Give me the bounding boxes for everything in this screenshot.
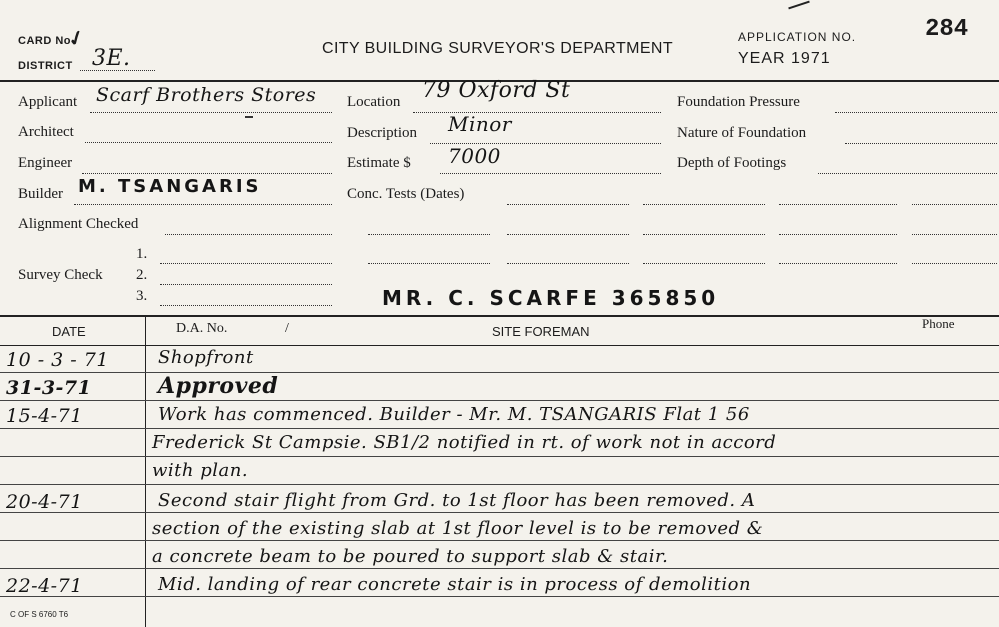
entry-text: with plan. [152,460,249,481]
row-line [0,568,999,569]
estimate-label: Estimate $ [347,155,411,171]
location-value: 79 Oxford St [422,78,571,103]
entry-date: 22-4-71 [6,575,83,597]
applicant-value: Scarf Brothers Stores [96,84,317,106]
application-number: 284 [925,16,969,43]
row-line [0,428,999,429]
application-label: APPLICATION NO. [738,30,857,44]
applicant-label: Applicant [18,94,78,110]
alignment-label: Alignment Checked [18,216,139,232]
engineer-label: Engineer [18,155,73,171]
table-top-rule [0,315,999,317]
builder-label: Builder [18,186,63,202]
phone-header: Phone [922,316,955,331]
pen-tick [788,1,810,10]
da-header: D.A. No. [176,321,228,336]
estimate-value: 7000 [448,144,501,168]
architect-label: Architect [18,124,74,140]
entry-text: Work has commenced. Builder - Mr. M. TSANGARIS Flat 1 56 [158,404,750,425]
conc-tests-label: Conc. Tests (Dates) [347,186,465,202]
survey-label: Survey Check [18,267,103,283]
description-label: Description [347,125,417,141]
row-line [0,400,999,401]
table-header-rule [0,345,999,346]
survey-item-2: 2. [136,267,148,283]
contact-note: MR. C. SCARFE 365850 [382,286,720,310]
nature-foundation-label: Nature of Foundation [677,125,807,141]
location-label: Location [347,94,401,110]
entry-date: 20-4-71 [6,491,83,513]
survey-item-3: 3. [136,288,148,304]
row-line [0,596,999,597]
entry-text: Approved [158,373,279,399]
card-label: CARD No [18,35,71,47]
pen-mark: ✓ [64,25,89,53]
builder-value: M. TSANGARIS [78,176,262,197]
date-header: DATE [52,324,86,339]
form-code: C OF S 6760 T6 [10,610,69,619]
row-line [0,456,999,457]
entry-text: Second stair flight from Grd. to 1st floor has been removed. A [158,490,756,511]
entry-text: Frederick St Campsie. SB1/2 notified in rt. of work not in accord [152,432,777,453]
entry-text: section of the existing slab at 1st floor level is to be removed & [152,518,764,539]
pen-dash [245,116,253,118]
depth-footings-label: Depth of Footings [677,155,787,171]
entry-date: 31-3-71 [6,377,92,399]
site-foreman-header: SITE FOREMAN [492,324,590,339]
row-line [0,484,999,485]
da-slash: / [285,321,289,336]
department-title: CITY BUILDING SURVEYOR'S DEPARTMENT [322,40,674,57]
row-line [0,540,999,541]
row-line [0,512,999,513]
entry-text: Mid. landing of rear concrete stair is in process of demolition [158,574,752,595]
entry-date: 15-4-71 [6,405,83,427]
district-label: DISTRICT [18,60,73,72]
district-value: 3E. [92,46,131,71]
date-column-divider [145,315,146,627]
year-label: YEAR 1971 [738,50,831,67]
description-value: Minor [448,112,512,136]
survey-item-1: 1. [136,246,148,262]
foundation-pressure-label: Foundation Pressure [677,94,800,110]
entry-text: Shopfront [158,347,254,368]
row-line [0,372,999,373]
entry-text: a concrete beam to be poured to support slab & stair. [152,546,669,567]
entry-date: 10 - 3 - 71 [6,349,109,371]
